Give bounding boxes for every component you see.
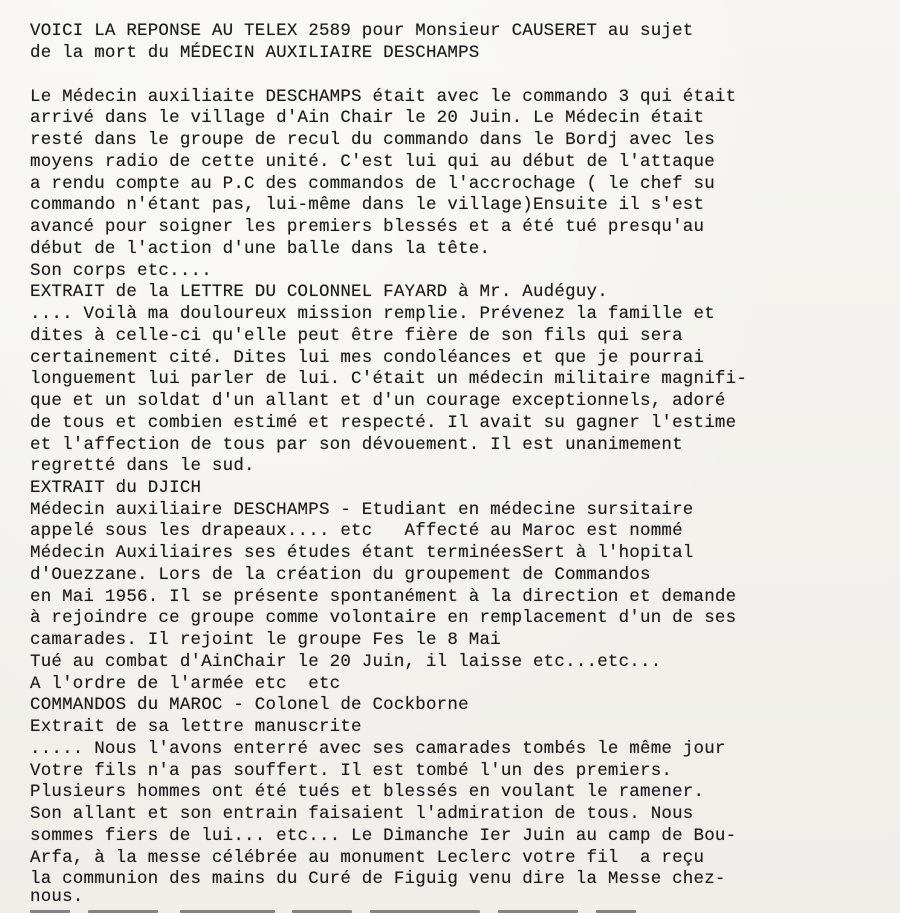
- body-line: sommes fiers de lui... etc... Le Dimanche Ier Juin au camp de Bou-: [30, 826, 737, 846]
- body-line: Tué au combat d'AinChair le 20 Juin, il laisse etc...etc...: [30, 652, 662, 672]
- body-line: commando n'étant pas, lui-même dans le village)Ensuite il s'est: [30, 195, 705, 215]
- body-line: Extrait de sa lettre manuscrite: [30, 717, 362, 737]
- body-line: Votre fils n'a pas souffert. Il est tombé l'un des premiers.: [30, 761, 673, 781]
- body-line: longuement lui parler de lui. C'était un médecin militaire magnifi-: [30, 369, 748, 389]
- body-line: arrivé dans le village d'Ain Chair le 20 Juin. Le Médecin était: [30, 108, 705, 128]
- body-line: moyens radio de cette unité. C'est lui qui au début de l'attaque: [30, 152, 715, 172]
- section-heading-djich: EXTRAIT du DJICH: [30, 478, 202, 498]
- body-line: début de l'action d'une balle dans la tête.: [30, 239, 491, 259]
- body-line: en Mai 1956. Il se présente spontanément à la direction et demande: [30, 587, 737, 607]
- body-line: A l'ordre de l'armée etc etc: [30, 674, 341, 694]
- header-line-2: de la mort du MÉDECIN AUXILIAIRE DESCHAMPS: [30, 43, 480, 63]
- section-heading-fayard: EXTRAIT de la LETTRE DU COLONNEL FAYARD à Mr. Audéguy.: [30, 282, 608, 302]
- body-line: dites à celle-ci qu'elle peut être fière de son fils qui sera: [30, 326, 683, 346]
- body-line: Médecin Auxiliaires ses études étant terminéesSert à l'hopital: [30, 543, 694, 563]
- body-line: et l'affection de tous par son dévouement. Il est unanimement: [30, 435, 683, 455]
- body-line: camarades. Il rejoint le groupe Fes le 8 Mai: [30, 630, 501, 650]
- body-line: la communion des mains du Curé de Figuig venu dire la Messe chez-: [30, 869, 726, 889]
- header-line-1: VOICI LA REPONSE AU TELEX 2589 pour Monsieur CAUSERET au sujet: [30, 21, 694, 41]
- body-line: Plusieurs hommes ont été tués et blessés en voulant le ramener.: [30, 782, 705, 802]
- body-line: de tous et combien estimé et respecté. Il avait su gagner l'estime: [30, 413, 737, 433]
- body-line: nous.: [30, 887, 84, 907]
- body-line: a rendu compte au P.C des commandos de l'accrochage ( le chef su: [30, 174, 715, 194]
- body-line: Médecin auxiliaire DESCHAMPS - Etudiant en médecine sursitaire: [30, 500, 694, 520]
- body-line: resté dans le groupe de recul du commando dans le Bordj avec les: [30, 130, 715, 150]
- body-line: d'Ouezzane. Lors de la création du groupement de Commandos: [30, 565, 651, 585]
- body-line: Arfa, à la messe célébrée au monument Leclerc votre fil a reçu: [30, 848, 705, 868]
- body-line: ..... Nous l'avons enterré avec ses camarades tombés le même jour: [30, 739, 726, 759]
- body-line: à rejoindre ce groupe comme volontaire en remplacement d'un de ses: [30, 608, 737, 628]
- body-line: Le Médecin auxiliaite DESCHAMPS était avec le commando 3 qui était: [30, 87, 737, 107]
- body-line: que et un soldat d'un allant et d'un courage exceptionnels, adoré: [30, 391, 726, 411]
- body-line: .... Voilà ma douloureux mission remplie. Prévenez la famille et: [30, 304, 715, 324]
- body-line: appelé sous les drapeaux.... etc Affecté au Maroc est nommé: [30, 521, 683, 541]
- cut-off-text-line: [30, 906, 890, 913]
- body-line: Son corps etc....: [30, 261, 212, 281]
- body-line: Son allant et son entrain faisaient l'admiration de tous. Nous: [30, 804, 694, 824]
- body-line: avancé pour soigner les premiers blessés et a été tué presqu'au: [30, 217, 705, 237]
- body-line: regretté dans le sud.: [30, 456, 255, 476]
- body-line: certainement cité. Dites lui mes condoléances et que je pourrai: [30, 348, 705, 368]
- section-heading-cockborne: COMMANDOS du MAROC - Colonel de Cockborne: [30, 695, 469, 715]
